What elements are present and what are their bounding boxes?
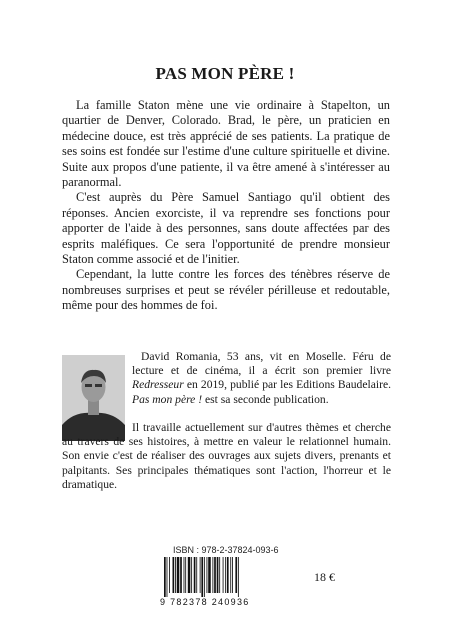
bio-text: est sa seconde publication. [202, 392, 329, 406]
synopsis-paragraph: La famille Staton mène une vie ordinaire à Stapelton, un quartier de Denver, Colorado. Brad, le père, un praticien en médecine douce, est très apprécié de ses patients. La pratique de ses soins est fondée sur l'estime d'une culture spirituelle et divine. Suite aux propos d'une patiente, il va être amené à s'intéresser au paranormal. [62, 98, 390, 190]
book-title-reference: Pas mon père ! [132, 392, 203, 406]
barcode-digits: 9 782378 240936 [160, 597, 250, 607]
author-bio [132, 350, 391, 407]
synopsis-paragraph: Cependant, la lutte contre les forces des ténèbres réserve de nombreuses surprises et peut se révéler périlleuse et redoutable, même pour des hommes de foi. [62, 267, 390, 313]
book-title: PAS MON PÈRE ! [155, 64, 295, 83]
synopsis-paragraph: C'est auprès du Père Samuel Santiago qu'il obtient des réponses. Ancien exorciste, il va reprendre ses fonctions pour apporter de l'aide à des personnes, sans doute affectées par des esprits maléfiques. Ce sera l'opportunité de prendre monsieur Staton comme associé et de l'initier. [62, 190, 390, 267]
book-title-reference: Redresseur [132, 378, 184, 392]
bio-text: en 2019, publié par les Editions Baudelaire. [183, 378, 391, 392]
author-bio-continued [62, 421, 391, 492]
price: 18 € [314, 570, 335, 584]
isbn: ISBN : 978-2-37824-093-6 [173, 545, 279, 555]
synopsis [62, 98, 390, 314]
bio-text: David Romania, 53 ans, vit en Moselle. Féru de lecture et de cinéma, il a écrit son premier livre [132, 350, 391, 378]
bio-paragraph: Il travaille actuellement sur d'autres thèmes et cherche au travers de ses histoires, à mettre en valeur le relationnel humain. Son envie c'est de réaliser des ouvrages aux sujets divers, prenants et palpitants. Ses principales thématiques sont l'action, l'horreur et le dramatique. [62, 421, 391, 491]
bio-paragraph [132, 350, 391, 407]
